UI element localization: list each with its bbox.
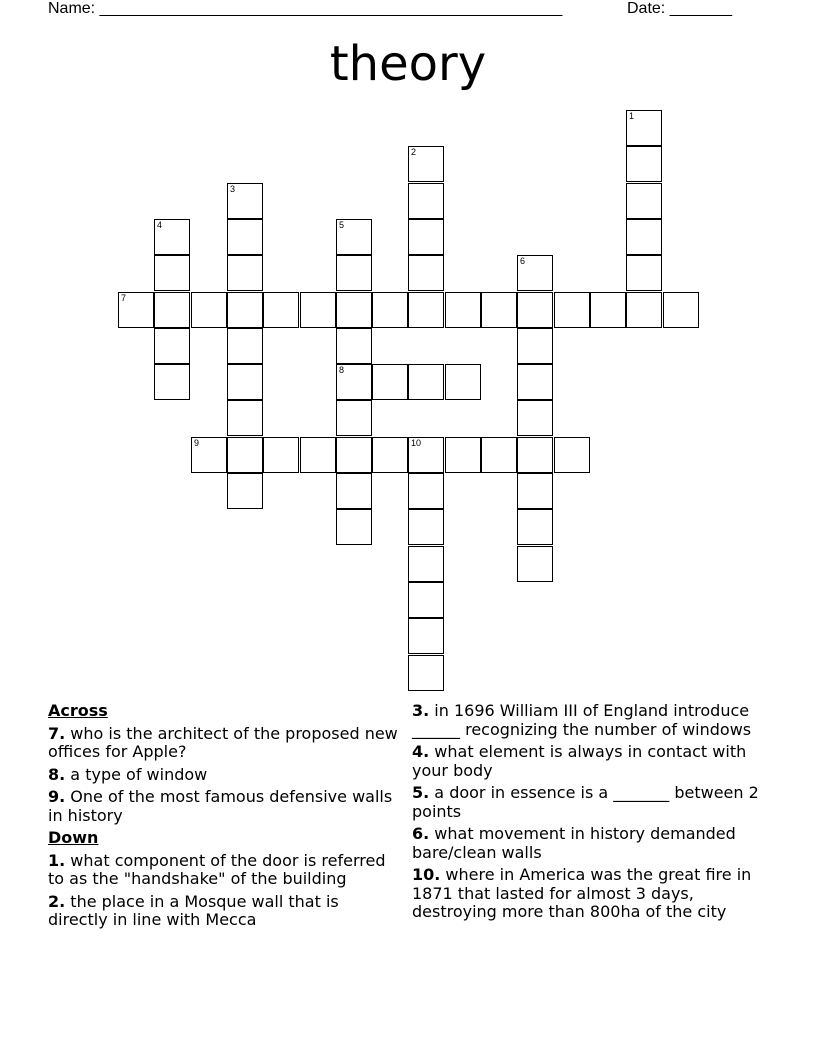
grid-cell[interactable] bbox=[227, 437, 263, 473]
grid-cell[interactable] bbox=[227, 219, 263, 255]
grid-cell[interactable] bbox=[154, 219, 190, 255]
grid-cell[interactable] bbox=[408, 655, 444, 691]
grid-cell[interactable] bbox=[408, 437, 444, 473]
grid-cell[interactable] bbox=[300, 437, 336, 473]
grid-cell[interactable] bbox=[336, 437, 372, 473]
clue-item bbox=[412, 743, 777, 780]
down-heading: Down bbox=[48, 828, 99, 847]
grid-cell[interactable] bbox=[154, 255, 190, 291]
grid-cell[interactable] bbox=[663, 292, 699, 328]
clue-text: a type of window bbox=[65, 764, 208, 784]
grid-cell[interactable] bbox=[336, 328, 372, 364]
down-clue-list-continued bbox=[412, 702, 777, 922]
grid-cell[interactable] bbox=[408, 255, 444, 291]
clue-number: 3 bbox=[230, 184, 236, 194]
grid-cell[interactable] bbox=[154, 328, 190, 364]
grid-cell[interactable] bbox=[626, 183, 662, 219]
grid-cell[interactable] bbox=[227, 292, 263, 328]
grid-cell[interactable] bbox=[626, 146, 662, 182]
grid-cell[interactable] bbox=[445, 364, 481, 400]
grid-cell[interactable] bbox=[372, 292, 408, 328]
grid-cell[interactable] bbox=[554, 437, 590, 473]
date-field[interactable]: Date: _______ bbox=[627, 0, 732, 17]
grid-cell[interactable] bbox=[227, 255, 263, 291]
grid-cell[interactable] bbox=[626, 292, 662, 328]
grid-cell[interactable] bbox=[372, 437, 408, 473]
grid-cell[interactable] bbox=[408, 546, 444, 582]
grid-cell[interactable] bbox=[517, 509, 553, 545]
grid-cell[interactable] bbox=[408, 582, 444, 618]
clue-text: where in America was the great fire in 1871 that lasted for almost 3 days, destroying more than 800ha of the city bbox=[412, 865, 752, 921]
clue-number-label: 1. bbox=[48, 850, 66, 870]
clue-item bbox=[48, 893, 398, 930]
clue-text: what component of the door is referred to as the "handshake" of the building bbox=[48, 850, 386, 888]
clue-number-label: 9. bbox=[48, 787, 66, 806]
grid-cell[interactable] bbox=[336, 400, 372, 436]
clue-number-label: 7. bbox=[48, 723, 66, 743]
grid-cell[interactable] bbox=[626, 255, 662, 291]
clue-number-label: 2. bbox=[48, 891, 66, 911]
grid-cell[interactable] bbox=[154, 364, 190, 400]
down-clue-list bbox=[48, 852, 398, 930]
clue-number-label: 6. bbox=[412, 824, 430, 843]
clue-number: 2 bbox=[411, 147, 417, 157]
grid-cell[interactable] bbox=[517, 546, 553, 582]
grid-cell[interactable] bbox=[626, 219, 662, 255]
page-title: theory bbox=[329, 36, 487, 92]
grid-cell[interactable] bbox=[481, 292, 517, 328]
grid-cell[interactable] bbox=[227, 183, 263, 219]
grid-cell[interactable] bbox=[227, 473, 263, 509]
clue-item bbox=[412, 702, 777, 739]
grid-cell[interactable] bbox=[336, 364, 372, 400]
name-field[interactable]: Name: ____________________________________________________ bbox=[48, 0, 563, 17]
across-heading: Across bbox=[48, 701, 108, 720]
grid-cell[interactable] bbox=[517, 437, 553, 473]
grid-cell[interactable] bbox=[554, 292, 590, 328]
grid-cell[interactable] bbox=[227, 364, 263, 400]
grid-cell[interactable] bbox=[445, 437, 481, 473]
clue-number: 7 bbox=[121, 293, 127, 303]
grid-cell[interactable] bbox=[408, 146, 444, 182]
grid-cell[interactable] bbox=[336, 255, 372, 291]
grid-cell[interactable] bbox=[191, 437, 227, 473]
grid-cell[interactable] bbox=[408, 509, 444, 545]
clue-number-label: 3. bbox=[412, 701, 430, 720]
clue-number: 1 bbox=[629, 111, 635, 121]
grid-cell[interactable] bbox=[481, 437, 517, 473]
clue-text: who is the architect of the proposed new offices for Apple? bbox=[48, 723, 398, 761]
clue-number: 8 bbox=[339, 365, 345, 375]
grid-cell[interactable] bbox=[408, 618, 444, 654]
grid-cell[interactable] bbox=[408, 473, 444, 509]
clue-number: 10 bbox=[411, 438, 422, 448]
grid-cell[interactable] bbox=[300, 292, 336, 328]
clue-number-label: 5. bbox=[412, 783, 430, 802]
grid-cell[interactable] bbox=[336, 219, 372, 255]
clues-right-column bbox=[412, 702, 777, 926]
grid-cell[interactable] bbox=[517, 400, 553, 436]
grid-cell[interactable] bbox=[336, 473, 372, 509]
grid-cell[interactable] bbox=[191, 292, 227, 328]
across-clue-list bbox=[48, 725, 398, 826]
clue-number-label: 4. bbox=[412, 742, 430, 761]
clue-number: 9 bbox=[194, 438, 200, 448]
grid-cell[interactable] bbox=[517, 328, 553, 364]
clue-item bbox=[48, 766, 398, 785]
grid-cell[interactable] bbox=[227, 400, 263, 436]
grid-cell[interactable] bbox=[517, 473, 553, 509]
grid-cell[interactable] bbox=[626, 110, 662, 146]
grid-cell[interactable] bbox=[517, 292, 553, 328]
clue-item bbox=[48, 852, 398, 889]
grid-cell[interactable] bbox=[445, 292, 481, 328]
clue-number: 5 bbox=[339, 220, 345, 230]
clue-number-label: 8. bbox=[48, 764, 66, 784]
clue-text: what movement in history demanded bare/clean walls bbox=[412, 824, 736, 862]
grid-cell[interactable] bbox=[517, 364, 553, 400]
grid-cell[interactable] bbox=[263, 292, 299, 328]
clue-text: what element is always in contact with your body bbox=[412, 742, 747, 780]
grid-cell[interactable] bbox=[517, 255, 553, 291]
clue-text: a door in essence is a _______ between 2 points bbox=[412, 783, 759, 821]
grid-cell[interactable] bbox=[336, 509, 372, 545]
clue-text: One of the most famous defensive walls in history bbox=[48, 787, 393, 825]
clue-text: the place in a Mosque wall that is directly in line with Mecca bbox=[48, 891, 339, 929]
clue-number-label: 10. bbox=[412, 865, 441, 884]
clues-left-column bbox=[48, 702, 398, 934]
clue-item bbox=[48, 725, 398, 762]
clue-item bbox=[412, 866, 777, 922]
grid-cell[interactable] bbox=[408, 292, 444, 328]
grid-cell[interactable] bbox=[408, 364, 444, 400]
clue-number: 4 bbox=[157, 220, 163, 230]
clue-text: in 1696 William III of England introduce ______ recognizing the number of windows bbox=[412, 701, 752, 739]
clue-item bbox=[412, 784, 777, 821]
clue-item bbox=[48, 788, 398, 825]
grid-cell[interactable] bbox=[227, 328, 263, 364]
grid-cell[interactable] bbox=[263, 437, 299, 473]
clue-number: 6 bbox=[520, 256, 526, 266]
grid-cell[interactable] bbox=[590, 292, 626, 328]
grid-cell[interactable] bbox=[372, 364, 408, 400]
grid-cell[interactable] bbox=[336, 292, 372, 328]
grid-cell[interactable] bbox=[408, 183, 444, 219]
grid-cell[interactable] bbox=[408, 219, 444, 255]
clue-item bbox=[412, 825, 777, 862]
grid-cell[interactable] bbox=[154, 292, 190, 328]
grid-cell[interactable] bbox=[118, 292, 154, 328]
